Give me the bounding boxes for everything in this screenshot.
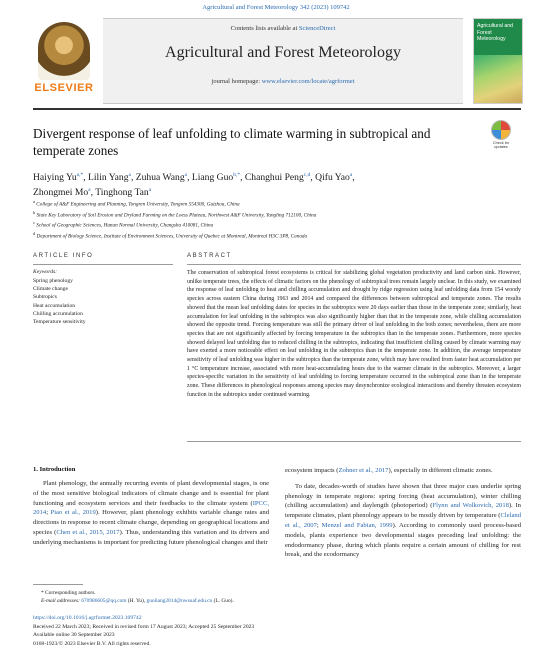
keyword[interactable]: Subtropics — [33, 294, 57, 301]
journal-citation[interactable]: Agricultural and Forest Meteorology 342 (2023) 109742 — [202, 4, 350, 11]
article-info-divider — [33, 264, 173, 265]
citation-link[interactable]: Chen et al., 2015, 2017 — [56, 528, 120, 536]
journal-title: Agricultural and Forest Meteorology — [165, 44, 401, 61]
abstract-divider — [187, 264, 521, 265]
footnote-divider — [33, 584, 83, 585]
crossmark-badge[interactable] — [487, 120, 515, 150]
crossmark-icon — [491, 120, 511, 140]
contents-line: Contents lists available at ScienceDirect — [230, 25, 336, 32]
doi-link[interactable]: https://doi.org/10.1016/j.agrformet.2023.109742 — [33, 615, 142, 621]
author[interactable]: Changhui Peng$^{c,d}$ — [244, 172, 311, 184]
cover-title: Agricultural and Forest Meteorology — [477, 23, 514, 42]
abstract-text: The conservation of subtropical forest ecosystems is critical for stabilizing global vegetation productivity and land carbon sink. However, unlike temperate trees, the effects of climatic factors on the phenology of subtropical trees remain largely unclear. In this study, we examined the response of leaf unfolding to heat and chilling accumulation and drought by ridge regression using leaf unfolding data from 154 woody species across eastern China during 1963 and 2014 and compared the differences between subtropical and temperate zones. The results showed that the mean leaf unfolding dates for species in the subtropics were 20 days earlier than those in the temperate zone; similarly, heat accumulation for leaf unfolding in the subtropics was also significantly higher than that in the temperate zone, while chilling accumulation showed the opposite trend. Forcing temperature was still the primary driver of leaf unfolding in the both zones; nevertheless, there are more species that are not significantly affected by forcing temperature in the subtropics than in the temperate zones. Furthermore, more species showed delayed leaf unfolding due to reduced chilling in the subtropics, indicating that insufficient chilling caused by climate warming may have exerted a more noticeable effect on leaf unfolding in the subtropics than in the temperate zone. In addition, the average temperature sensitivity of leaf unfolding was higher in the subtropics than the temperate zone, which may have resulted from faster heat accumulation per 1 °C temperature increase, associated with more heat-accumulating hours due to the warmer climate in the subtropics. Moreover, a larger species-specific variation in the sensitivity of leaf unfolding to forcing temperature occurred in the subtropical zone than in the temperate zone. These differences in phenological responses among species may desynchronize ecological interactions and thereby threaten ecosystem function in the subtropics under continued warming. — [187, 270, 521, 398]
citation-link[interactable]: Flynn and Wolkovich, 2018 — [432, 502, 509, 510]
author[interactable]: Haiying $Yu^{a,*}$ — [33, 172, 84, 184]
keyword[interactable]: Chilling accumulation — [33, 310, 83, 317]
citation-link[interactable]: Zohner et al., 2017 — [338, 467, 389, 474]
author[interactable]: Qifu Yao$^a$ — [315, 172, 353, 184]
email-link[interactable]: 670986605@qq.com — [81, 598, 127, 604]
received-dates: Received 22 March 2023; Received in revised form 17 August 2023; Accepted 25 September 2023 — [33, 623, 255, 630]
journal-homepage-link[interactable]: www.elsevier.com/locate/agrformet — [261, 78, 355, 85]
abstract-heading: ABSTRACT — [187, 253, 232, 259]
author[interactable]: Lilin Yang$^a$ — [88, 172, 131, 184]
affiliation: $^d$ Department of Biology Science, Institute of Environment Sciences, University of Quebec at Montreal, Montreal H3C 3P8, Canada — [33, 231, 308, 240]
footnotes — [33, 589, 521, 605]
elsevier-wordmark: ELSEVIER — [34, 82, 94, 94]
keywords-list — [33, 277, 173, 326]
crossmark-label: Check for updates — [492, 141, 510, 150]
article-title: Divergent response of leaf unfolding to climate warming in subtropical and temperate zones — [33, 126, 431, 158]
email-addresses: E-mail addresses: 670986605@qq.com (H. Yu), guoliang2014@nwsuaf.edu.cn (L. Guo). — [41, 598, 234, 604]
author-list: Haiying $Yu^{a,*}$, Lilin Yang$^a$, Zuhua Wang$^a$, Liang Guo$^{b,*}$, Changhui Peng$^{c,d}$, Qifu Yao$^a$, Zhongmei Mo$^a$, Tinghong Tan$^a$ — [33, 172, 355, 199]
keywords-title: Keywords: — [33, 269, 58, 275]
paragraph: ecosystem impacts (Zohner et al., 2017), especially in different climatic zones. — [285, 467, 493, 474]
citation-link[interactable]: Menzel and Fabian, 1999 — [321, 521, 393, 529]
keyword[interactable]: Heat accumulation — [33, 302, 76, 309]
article-history — [33, 614, 521, 648]
cover-image — [474, 55, 522, 103]
affiliation: $^a$ College of A&F Engineering and Planning, Tongren University, Tongren 554300, Guizhou, China — [33, 199, 240, 208]
article-info-heading: ARTICLE INFO — [33, 253, 94, 259]
introduction-left-column: Plant phenology, the annually recurring events of plant developmental stages, is one of the most sensitive biological indicators of climate change and is essential for plant functioning and ecosystem services and their feedbacks to the climate system (IPCC, 2014; Piao et al., 2019). However, plant phenology exhibits variable change rates and directions in response to recent climate change, depending on geographical locations and species (Chen et al., 2015, 2017). Thus, understanding this variation and its drivers and underlying mechanisms is important for predicting future phenological changes and their — [33, 480, 269, 546]
author[interactable]: Tinghong Tan$^a$ — [95, 187, 152, 199]
keyword[interactable]: Spring phenology — [33, 278, 73, 284]
sciencedirect-link[interactable]: ScienceDirect — [298, 25, 336, 32]
citation-link[interactable]: Cleland et al., 2007 — [285, 512, 521, 529]
affiliations — [33, 198, 521, 241]
homepage-line: journal homepage: www.elsevier.com/locate/agrformet — [211, 78, 355, 85]
keyword[interactable]: Climate change — [33, 286, 68, 293]
email-link[interactable]: guoliang2014@nwsuaf.edu.cn — [146, 598, 213, 604]
author[interactable]: Zuhua Wang$^a$ — [135, 172, 188, 184]
affiliation: $^c$ School of Geographic Sciences, Hunan Normal University, Changsha 410081, China — [33, 220, 214, 230]
author[interactable]: Zhongmei Mo$^a$ — [33, 187, 91, 199]
introduction-right-column — [285, 466, 521, 560]
available-online: Available online 30 September 2023 — [33, 632, 115, 639]
journal-cover-thumbnail[interactable] — [473, 18, 523, 104]
author[interactable]: Liang Guo$^{b,*}$ — [191, 172, 241, 184]
introduction-heading: 1. Introduction — [33, 466, 76, 473]
journal-header — [33, 18, 521, 102]
citation-link[interactable]: IPCC, 2014 — [33, 499, 269, 517]
header-divider — [33, 108, 521, 110]
journal-masthead — [103, 18, 463, 104]
keyword[interactable]: Temperature sensitivity — [33, 319, 86, 326]
copyright: 0168-1923/© 2023 Elsevier B.V. All rights reserved. — [33, 640, 151, 647]
elsevier-tree-icon — [38, 22, 90, 80]
abstract-bottom-divider — [187, 441, 521, 442]
corresponding-author-note: * Corresponding authors. — [41, 590, 96, 596]
paragraph: To date, decades-worth of studies have shown that three major cues underlie spring phenology in temperate regions: spring forcing (heat accumulation), winter chilling (chilling accumulation) and daylength (photoperiod) (Flynn and Wolkovich, 2018). In temperate climates, plant phenology appears to be mostly driven by temperature (Cleland et al., 2007; Menzel and Fabian, 1999). According to commonly used process-based models, plants experience two developmental stages preceding leaf unfolding: the endodormancy phase, during which plants require a certain amount of chilling for rest break, and the ecodormancy — [285, 482, 521, 559]
citation-link[interactable]: Piao et al., 2019 — [50, 509, 96, 517]
affiliation: $^b$ State Key Laboratory of Soil Erosion and Dryland Farming on the Loess Plateau, Northwest A&F University, Yangling 712100, China — [33, 209, 317, 219]
elsevier-logo[interactable] — [33, 18, 95, 102]
